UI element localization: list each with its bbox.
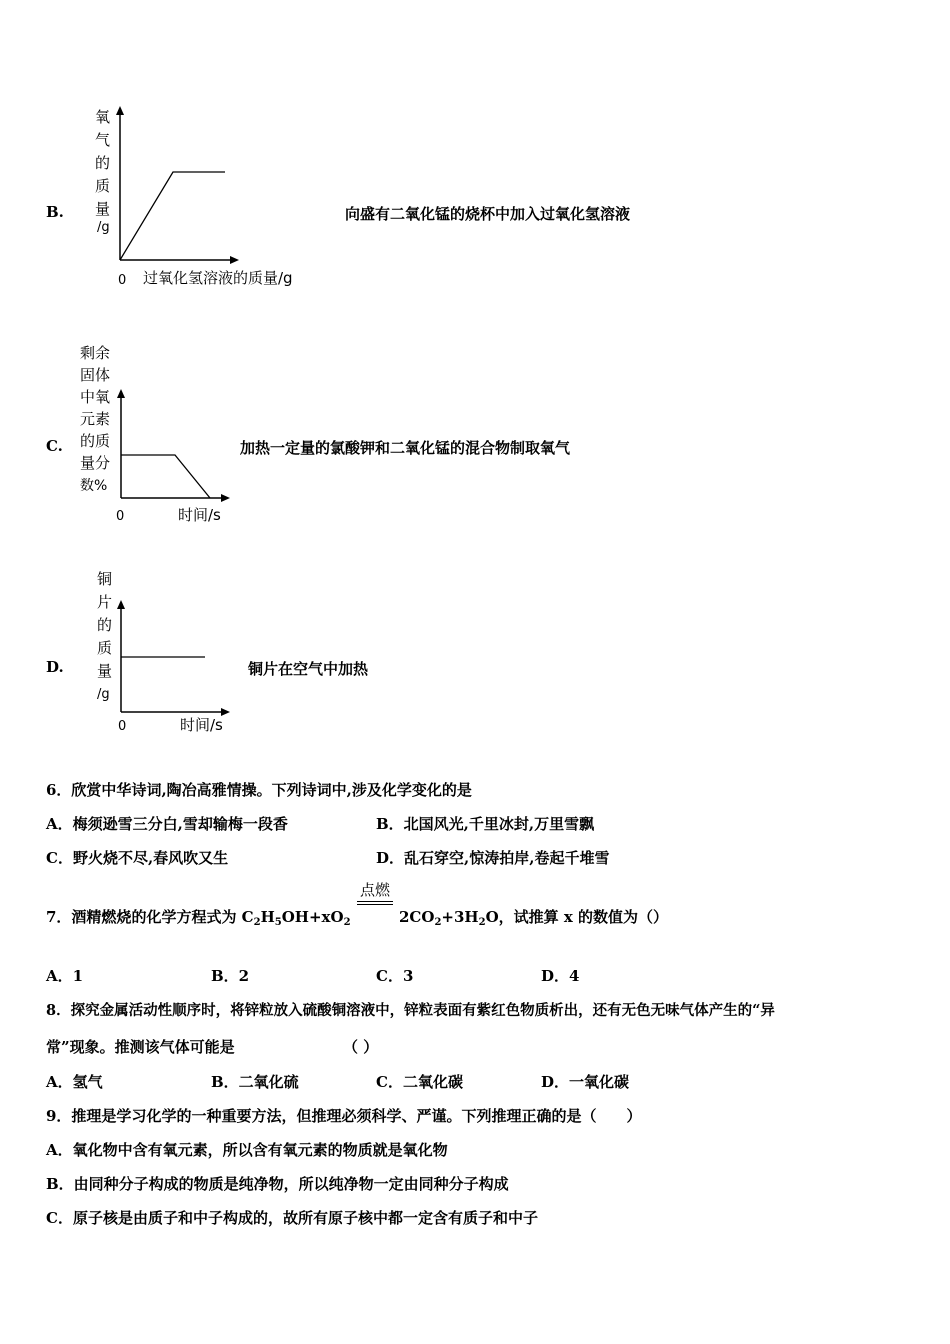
svg-text:铜: 铜 bbox=[97, 570, 113, 588]
q8-paren: （ ） bbox=[343, 1038, 379, 1056]
graph-d-xlabel: 时间/s bbox=[180, 716, 223, 734]
q6-option-b: B．北国风光,千里冰封,万里雪飘 bbox=[376, 815, 595, 833]
svg-text:量: 量 bbox=[95, 200, 111, 218]
graph-c-curve bbox=[121, 455, 210, 498]
svg-text:剩余: 剩余 bbox=[80, 344, 111, 362]
svg-text:的: 的 bbox=[95, 154, 111, 172]
option-d-label: D. bbox=[46, 658, 64, 676]
graph-c-xlabel: 时间/s bbox=[178, 506, 221, 524]
svg-text:质: 质 bbox=[97, 639, 113, 657]
q8-option-c: C．二氧化碳 bbox=[376, 1073, 463, 1091]
q7-option-d: D．4 bbox=[541, 967, 580, 985]
svg-text:中氧: 中氧 bbox=[80, 388, 111, 406]
graph-b-origin: 0 bbox=[118, 273, 127, 288]
option-c-desc: 加热一定量的氯酸钾和二氧化锰的混合物制取氧气 bbox=[240, 439, 571, 457]
q8-line1: 8．探究金属活动性顺序时，将锌粒放入硫酸铜溶液中，锌粒表面有紫红色物质析出，还有无色无味气体产生的“异 bbox=[46, 1002, 775, 1019]
q6-option-a: A．梅须逊雪三分白,雪却输梅一段香 bbox=[46, 815, 288, 833]
q9-option-c: C．原子核是由质子和中子构成的，故所有原子核中都一定含有质子和中子 bbox=[46, 1209, 538, 1227]
svg-text:/g: /g bbox=[97, 220, 110, 235]
q7-option-c: C．3 bbox=[376, 967, 414, 985]
graph-b-curve bbox=[120, 172, 225, 260]
svg-text:/g: /g bbox=[97, 687, 110, 702]
svg-text:固体: 固体 bbox=[80, 366, 111, 384]
graph-c-ylabel bbox=[80, 344, 110, 494]
q7-option-b: B．2 bbox=[211, 967, 250, 985]
svg-text:量分: 量分 bbox=[80, 454, 111, 472]
svg-text:的质: 的质 bbox=[80, 432, 111, 450]
graph-d bbox=[85, 566, 245, 745]
q7-stem: 7．酒精燃烧的化学方程式为 $C_2H_5OH+xO_2$ bbox=[46, 908, 351, 928]
q9-option-a: A．氧化物中含有氧元素，所以含有氧元素的物质就是氧化物 bbox=[46, 1141, 448, 1159]
graph-b-xlabel: 过氧化氢溶液的质量/g bbox=[143, 269, 293, 287]
graph-d-ylabel bbox=[97, 570, 112, 702]
option-b-desc: 向盛有二氧化锰的烧杯中加入过氧化氢溶液 bbox=[345, 205, 631, 223]
option-c-label: C. bbox=[46, 437, 63, 455]
svg-text:量: 量 bbox=[97, 662, 113, 680]
q8-option-b: B．二氧化硫 bbox=[211, 1073, 299, 1091]
graph-c bbox=[78, 340, 243, 534]
graph-c-origin: 0 bbox=[116, 509, 125, 524]
q7-condition: 点燃 bbox=[357, 879, 393, 905]
graph-b bbox=[85, 100, 335, 299]
q7-option-a: A．1 bbox=[46, 967, 84, 985]
q6-option-d: D．乱石穿空,惊涛拍岸,卷起千堆雪 bbox=[376, 849, 610, 867]
svg-text:的: 的 bbox=[97, 616, 113, 634]
graph-b-ylabel bbox=[95, 108, 110, 235]
svg-text:片: 片 bbox=[97, 593, 113, 611]
q6-option-c: C．野火烧不尽,春风吹又生 bbox=[46, 849, 229, 867]
graph-d-origin: 0 bbox=[118, 719, 127, 734]
q8-line2: 常”现象。推测该气体可能是 bbox=[46, 1038, 235, 1056]
option-b-label: B. bbox=[46, 203, 64, 221]
q9-option-b: B．由同种分子构成的物质是纯净物，所以纯净物一定由同种分子构成 bbox=[46, 1175, 509, 1193]
q9-stem: 9．推理是学习化学的一种重要方法，但推理必须科学、严谨。下列推理正确的是（ ） bbox=[46, 1107, 642, 1125]
svg-text:气: 气 bbox=[95, 131, 111, 149]
svg-text:数%: 数% bbox=[80, 478, 108, 494]
q8-option-a: A．氢气 bbox=[46, 1073, 103, 1091]
q6-stem: 6．欣赏中华诗词,陶冶高雅情操。下列诗词中,涉及化学变化的是 bbox=[46, 781, 472, 799]
svg-text:氧: 氧 bbox=[95, 108, 111, 126]
q7-product: $2CO_2+3H_2O$，试推算 x 的数值为（） bbox=[399, 908, 669, 928]
svg-text:元素: 元素 bbox=[80, 410, 111, 428]
svg-text:质: 质 bbox=[95, 177, 111, 195]
q8-option-d: D．一氧化碳 bbox=[541, 1073, 630, 1091]
option-d-desc: 铜片在空气中加热 bbox=[248, 660, 369, 678]
